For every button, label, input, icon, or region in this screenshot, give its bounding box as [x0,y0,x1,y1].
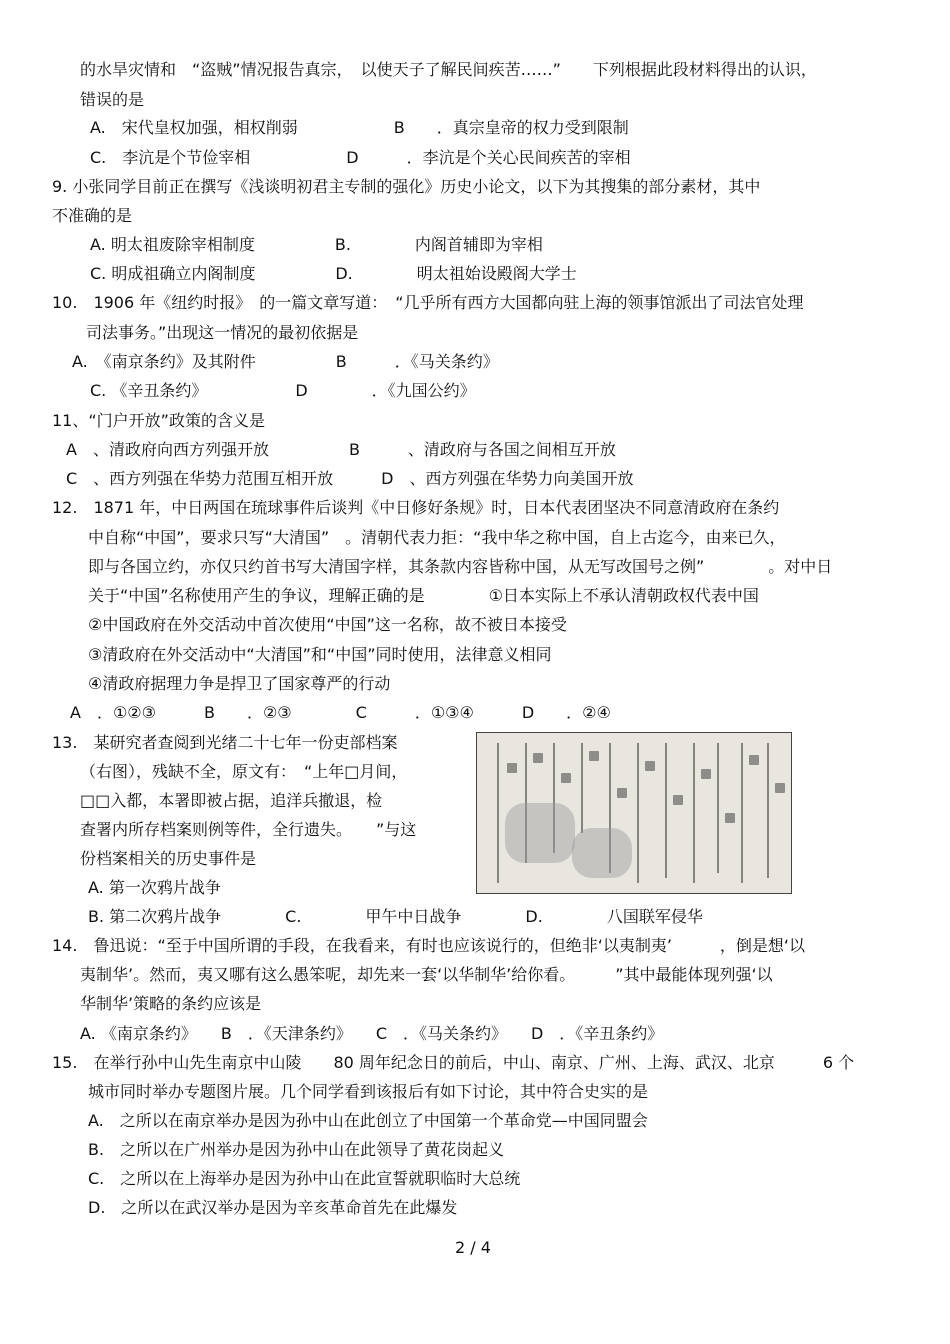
text-line: ③清政府在外交活动中“大清国”和“中国”同时使用，法律意义相同 [88,645,552,664]
option-line: C. 之所以在上海举办是因为孙中山在此宣誓就职临时大总统 [88,1169,521,1188]
option-line: A. 《南京条约》及其附件 B ．《马关条约》 [72,352,499,371]
archive-document-image [476,732,792,894]
text-line: ④清政府据理力争是捍卫了国家尊严的行动 [88,674,391,693]
option-line: A 、清政府向西方列强开放 B 、清政府与各国之间相互开放 [66,440,616,459]
question-9: 9. 小张同学目前正在撰写《浅谈明初君主专制的强化》历史小论文，以下为其搜集的部分素材，其中 [52,177,761,196]
text-line: 查署内所存档案则例等件，全行遗失。 ”与这 [80,820,417,839]
question-12: 12. 1871 年，中日两国在琉球事件后谈判《中日修好条规》时，日本代表团坚决不同意清政府在条约 [52,498,780,517]
option-line: A. 明太祖废除宰相制度 B. 内阁首辅即为宰相 [90,235,543,254]
option-line: C 、西方列强在华势力范围互相开放 D 、西方列强在华势力向美国开放 [66,469,634,488]
option-line: A. 第一次鸦片战争 [88,878,221,897]
option-line: A ．①②③ B ．②③ C ．①③④ D ．②④ [70,703,611,722]
text-line: 即与各国立约，亦仅只约首书写大清国字样，其条款内容皆称中国，从无写改国号之例” 。对中日 [88,557,833,576]
text-line: 夷制华’。然而，夷又哪有这么愚笨呢，却先来一套‘以华制华’给你看。 ”其中最能体现列强‘以 [80,965,773,984]
option-line: A. 之所以在南京举办是因为孙中山在此创立了中国第一个革命党—中国同盟会 [88,1111,648,1130]
text-line: 城市同时举办专题图片展。几个同学看到该报后有如下讨论，其中符合史实的是 [88,1082,649,1101]
option-line: A. 宋代皇权加强，相权削弱 B ．真宗皇帝的权力受到限制 [90,118,629,137]
question-14: 14. 鲁迅说：“至于中国所谓的手段，在我看来，有时也应该说行的，但绝非‘以夷制夷’ ，倒是想‘以 [52,936,805,955]
text-line: 份档案相关的历史事件是 [80,849,257,868]
option-line: D. 之所以在武汉举办是因为辛亥革命首先在此爆发 [88,1198,458,1217]
option-line: B. 第二次鸦片战争 C. 甲午中日战争 D. 八国联军侵华 [88,907,703,926]
text-line: 的水旱灾情和 “盗贼”情况报告真宗， 以使天子了解民间疾苦……” 下列根据此段材料得出的认识， [80,60,817,79]
text-line: 关于“中国”名称使用产生的争议，理解正确的是 ①日本实际上不承认清朝政权代表中国 [88,586,759,605]
text-line: 华制华’策略的条约应该是 [80,994,262,1013]
option-line: B. 之所以在广州举办是因为孙中山在此领导了黄花岗起义 [88,1140,505,1159]
option-line: C. 《辛丑条约》 D ．《九国公约》 [90,381,476,400]
text-line: 中自称“中国”，要求只写“大清国” 。清朝代表力拒：“我中华之称中国，自上古迄今，由来已久， [88,528,786,547]
question-13: 13. 某研究者查阅到光绪二十七年一份吏部档案 [52,733,398,752]
text-line: 司法事务。”出现这一情况的最初依据是 [86,323,359,342]
question-10: 10. 1906 年《纽约时报》 的一篇文章写道： “几乎所有西方大国都向驻上海的领事馆派出了司法官处理 [52,293,804,312]
page-number: 2 / 4 [455,1238,491,1257]
option-line: A. 《南京条约》 B ．《天津条约》 C ．《马关条约》 D ．《辛丑条约》 [80,1024,664,1043]
option-line: C. 明成祖确立内阁制度 D. 明太祖始设殿阁大学士 [90,264,577,283]
text-line: □□入都，本署即被占据，追洋兵撤退，检 [80,791,383,810]
text-line: （右图），残缺不全，原文有： “上年□月间， [80,762,408,781]
text-line: 不准确的是 [52,206,133,225]
text-line: 错误的是 [80,90,145,109]
question-15: 15. 在举行孙中山先生南京中山陵 80 周年纪念日的前后，中山、南京、广州、上海、武汉、北京 6 个 [52,1053,855,1072]
option-line: C. 李沆是个节俭宰相 D ．李沆是个关心民间疾苦的宰相 [90,148,631,167]
text-line: ②中国政府在外交活动中首次使用“中国”这一名称，故不被日本接受 [88,615,567,634]
question-11: 11、“门户开放”政策的含义是 [52,411,265,430]
